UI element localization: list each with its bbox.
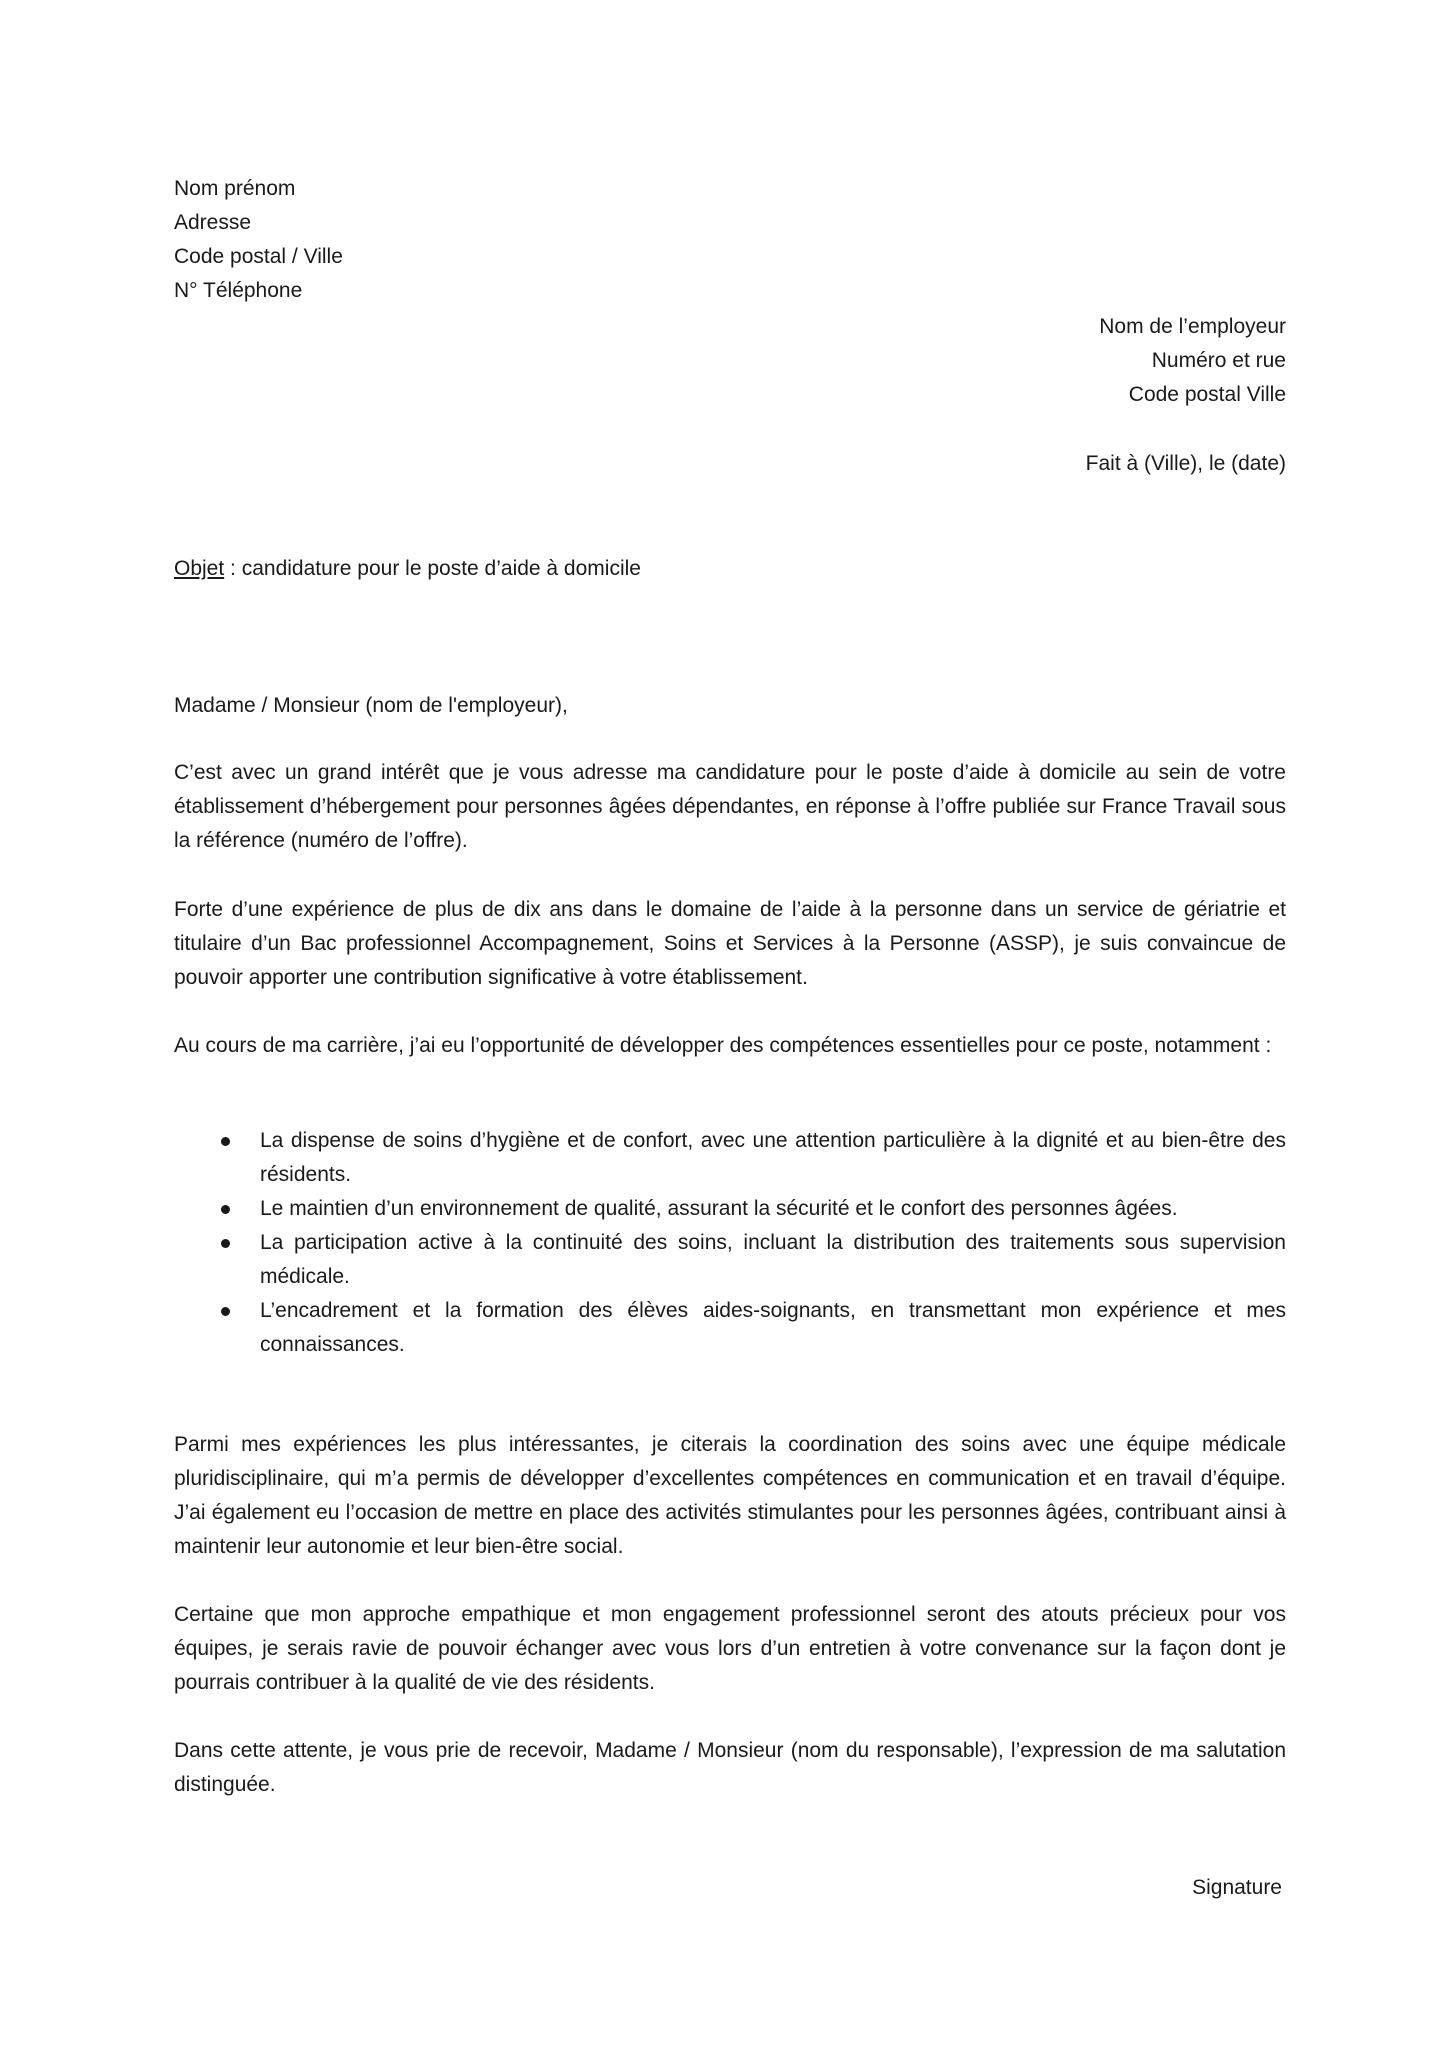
- list-item: [174, 1124, 1286, 1192]
- subject-label: Objet: [174, 557, 225, 580]
- paragraph-motivation: Certaine que mon approche empathique et mon engagement professionnel seront des atouts précieux pour vos équipes, je serais ravie de pouvoir échanger avec vous lors d’un entretien à votre convenance sur la façon dont je pourrais contribuer à la qualité de vie des résidents.: [174, 1603, 1286, 1694]
- bullet-icon: [221, 1205, 230, 1214]
- recipient-block: [1099, 310, 1286, 412]
- list-item: [174, 1226, 1286, 1294]
- recipient-street: Numéro et rue: [1151, 349, 1286, 372]
- list-item: [174, 1192, 1286, 1226]
- skills-list: [174, 1124, 1286, 1362]
- subject-line: [174, 552, 1286, 586]
- date-line: Fait à (Ville), le (date): [1085, 452, 1286, 475]
- subject-text: : candidature pour le poste d’aide à domicile: [224, 557, 641, 580]
- recipient-name: Nom de l’employeur: [1099, 315, 1286, 338]
- sender-city: Code postal / Ville: [174, 245, 343, 268]
- sender-name: Nom prénom: [174, 177, 296, 200]
- recipient-city: Code postal Ville: [1128, 383, 1286, 406]
- list-item-text: La participation active à la continuité des soins, incluant la distribution des traitements sous supervision médicale.: [260, 1231, 1286, 1288]
- bullet-icon: [221, 1239, 230, 1248]
- bullet-icon: [221, 1137, 230, 1146]
- paragraph-closing: Dans cette attente, je vous prie de recevoir, Madame / Monsieur (nom du responsable), l’expression de ma salutation distinguée.: [174, 1739, 1286, 1796]
- signature: Signature: [1192, 1876, 1282, 1899]
- paragraph-intro: C’est avec un grand intérêt que je vous adresse ma candidature pour le poste d’aide à domicile au sein de votre établissement d’hébergement pour personnes âgées dépendantes, en réponse à l’offre publiée sur France Travail sous la référence (numéro de l’offre).: [174, 761, 1286, 852]
- paragraph-highlights: Parmi mes expériences les plus intéressantes, je citerais la coordination des soins avec une équipe médicale pluridisciplinaire, qui m’a permis de développer d’excellentes compétences en communication et en travail d’équipe. J’ai également eu l’occasion de mettre en place des activités stimulantes pour les personnes âgées, contribuant ainsi à maintenir leur autonomie et leur bien-être social.: [174, 1433, 1286, 1558]
- sender-block: [174, 172, 1286, 308]
- paragraph-experience: Forte d’une expérience de plus de dix ans dans le domaine de l’aide à la personne dans un service de gériatrie et titulaire d’un Bac professionnel Accompagnement, Soins et Services à la Personne (ASSP), je suis convaincue de pouvoir apporter une contribution significative à votre établissement.: [174, 898, 1286, 989]
- list-item-text: L’encadrement et la formation des élèves aides-soignants, en transmettant mon expérience et mes connaissances.: [260, 1299, 1286, 1356]
- sender-phone: N° Téléphone: [174, 279, 303, 302]
- salutation: Madame / Monsieur (nom de l'employeur),: [174, 694, 568, 717]
- list-item-text: Le maintien d’un environnement de qualité, assurant la sécurité et le confort des personnes âgées.: [260, 1197, 1178, 1220]
- paragraph-skills-intro: Au cours de ma carrière, j’ai eu l’opportunité de développer des compétences essentielles pour ce poste, notamment :: [174, 1034, 1272, 1057]
- bullet-icon: [221, 1307, 230, 1316]
- list-item: [174, 1294, 1286, 1362]
- sender-address: Adresse: [174, 211, 252, 234]
- list-item-text: La dispense de soins d’hygiène et de confort, avec une attention particulière à la dignité et au bien-être des résidents.: [260, 1129, 1286, 1186]
